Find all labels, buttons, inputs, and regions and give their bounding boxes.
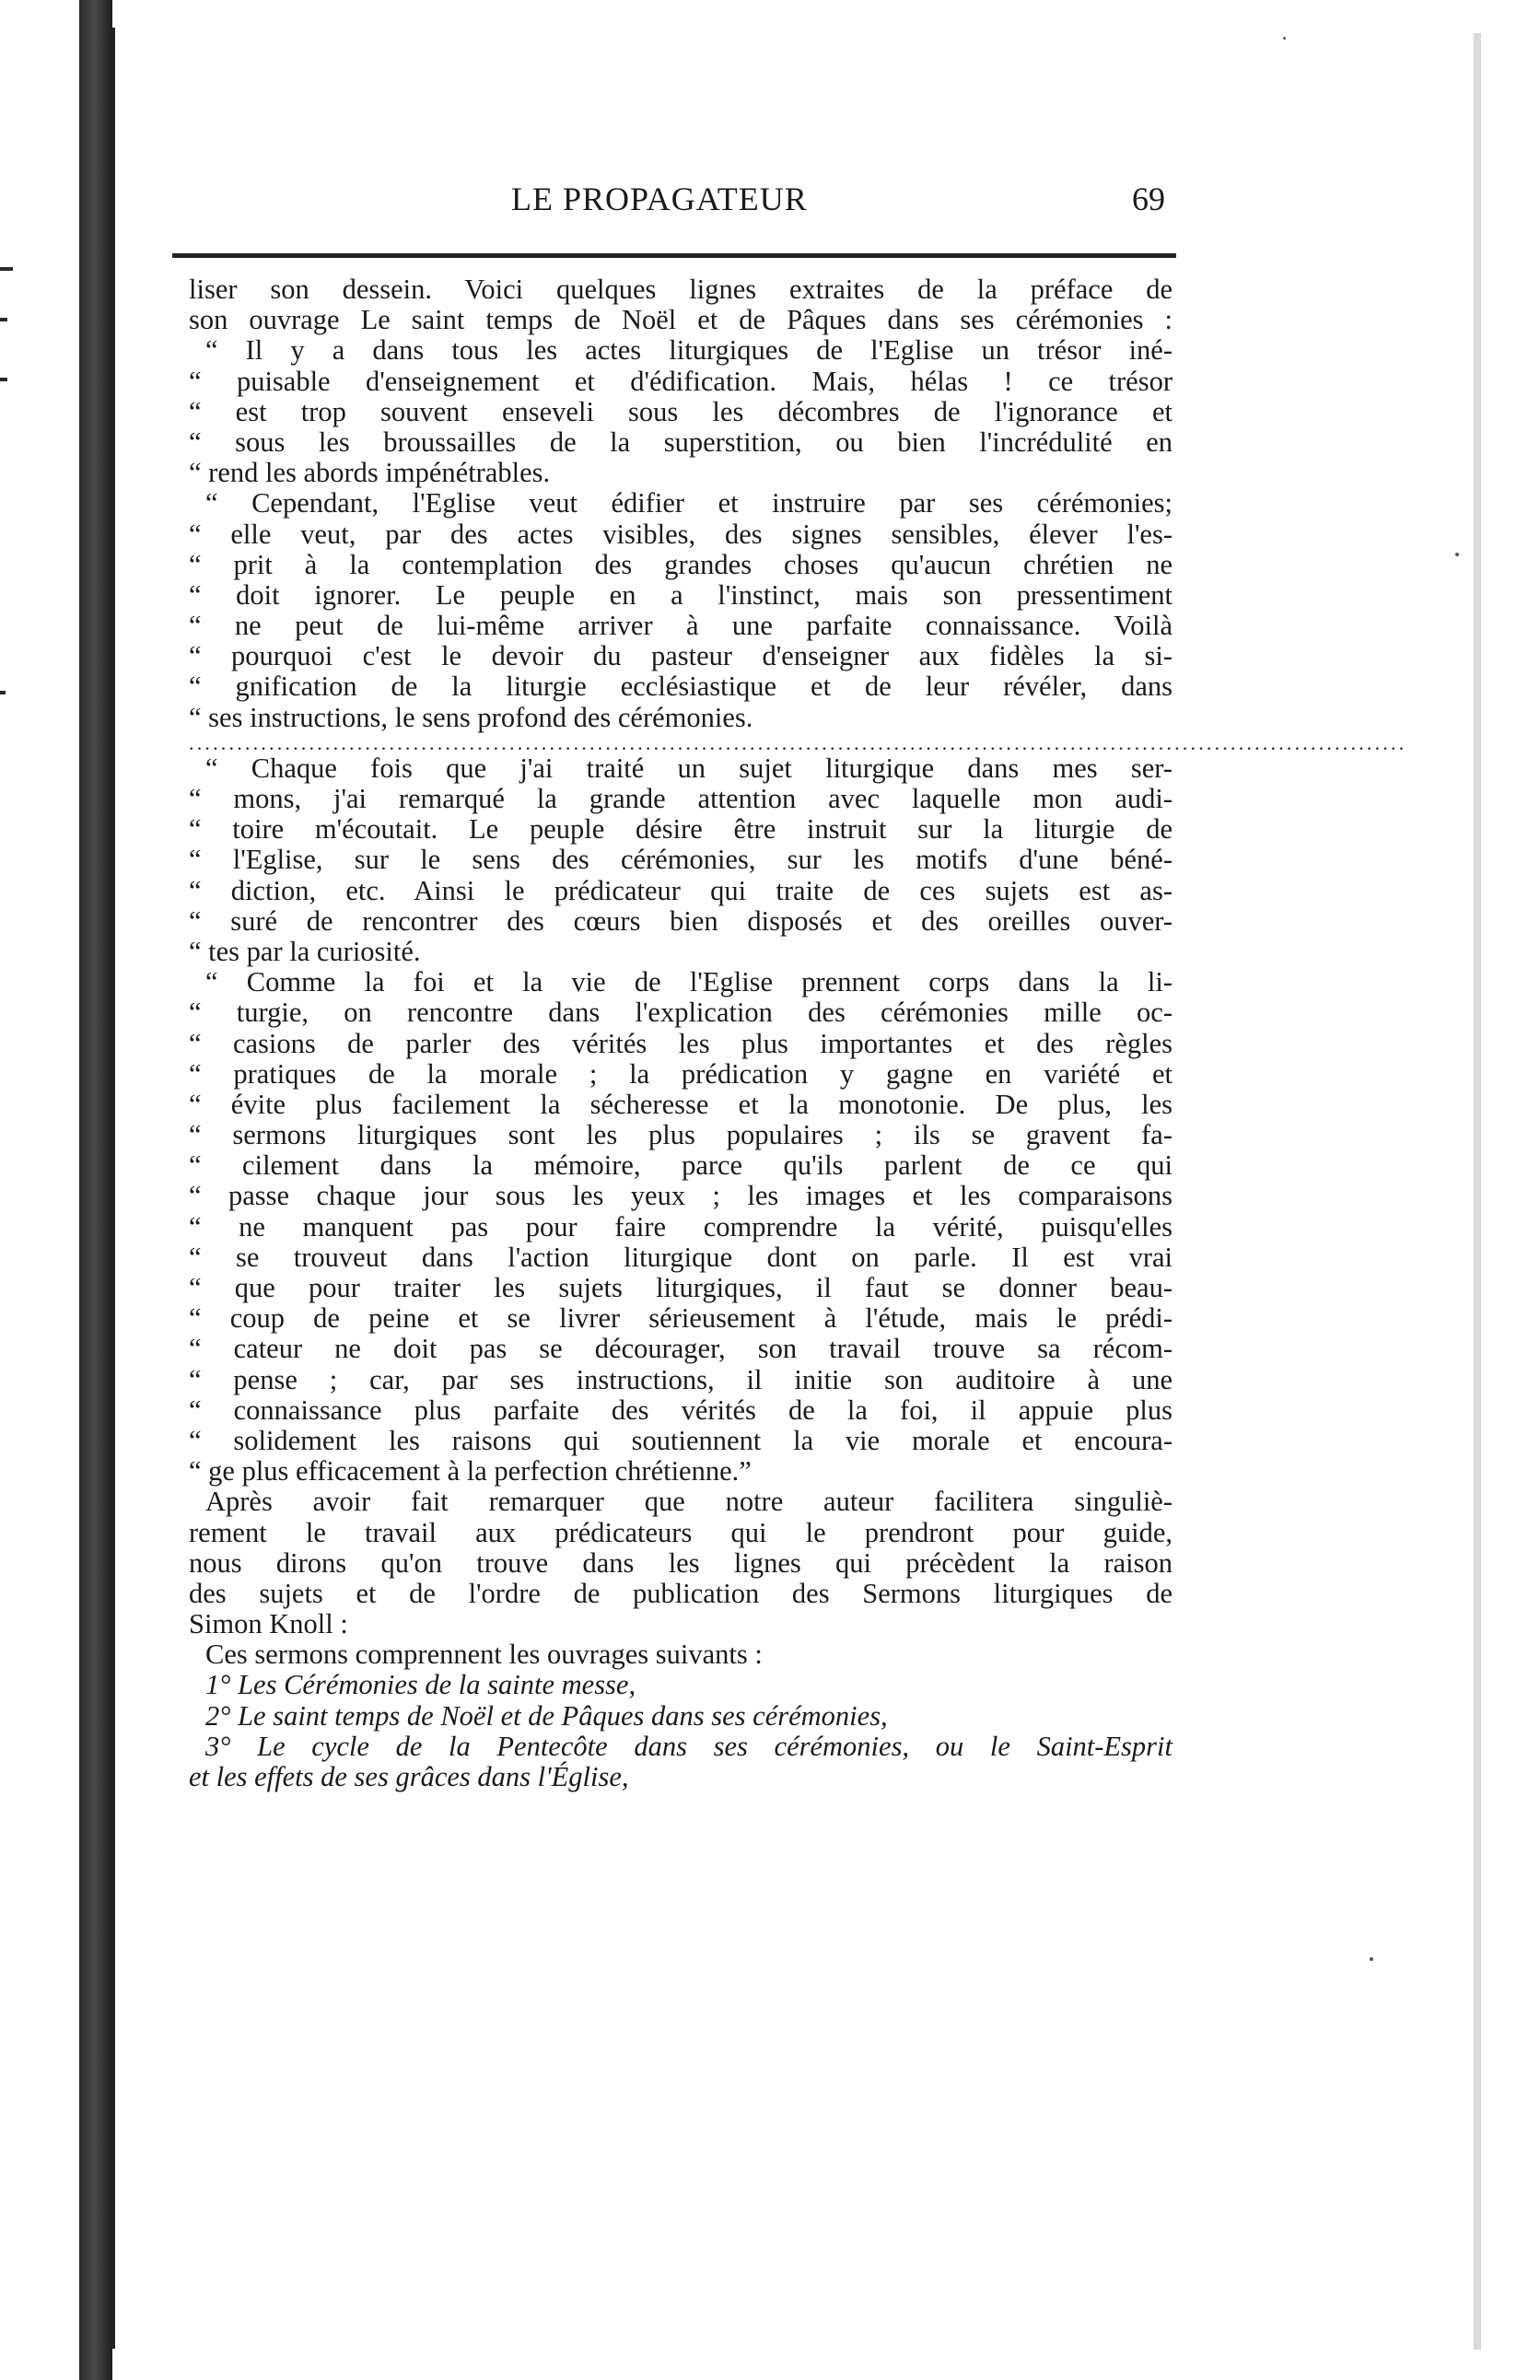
text-line: “ casions de parler des vérités les plus importantes et des règles xyxy=(189,1027,1172,1059)
paper-speck xyxy=(1283,37,1286,40)
list-item: 1° Les Cérémonies de la sainte messe, xyxy=(205,1669,636,1701)
text-line: “ prit à la contemplation des grandes choses qu'aucun chrétien ne xyxy=(189,548,1172,580)
text-line: “ passe chaque jour sous les yeux ; les images et les comparaisons xyxy=(189,1180,1172,1212)
text-line: “ cilement dans la mémoire, parce qu'ils parlent de ce qui xyxy=(189,1149,1172,1182)
list-item: et les effets de ses grâces dans l'Église, xyxy=(189,1761,629,1792)
text-line: “ rend les abords impénétrables. xyxy=(189,457,551,489)
text-line: des sujets et de l'ordre de publication des Sermons liturgiques de xyxy=(189,1577,1172,1609)
text-line: “ pratiques de la morale ; la prédication y gagne en variété et xyxy=(189,1057,1172,1090)
text-line: rement le travail aux prédicateurs qui le prendront pour guide, xyxy=(189,1516,1172,1548)
body-text xyxy=(189,274,1407,1792)
text-line: “ suré de rencontrer des cœurs bien disposés et des oreilles ouver- xyxy=(189,904,1172,937)
text-line: “ sous les broussailles de la superstition, ou bien l'incrédulité en xyxy=(189,426,1172,458)
page-number: 69 xyxy=(1132,181,1165,217)
text-line: Simon Knoll : xyxy=(189,1608,348,1640)
text-line: “ doit ignorer. Le peuple en a l'instinct, mais son pressentiment xyxy=(189,578,1172,611)
text-line: “ évite plus facilement la sécheresse et la monotonie. De plus, les xyxy=(189,1088,1172,1120)
text-line: nous dirons qu'on trouve dans les lignes qui précèdent la raison xyxy=(189,1546,1172,1579)
text-line: Après avoir fait remarquer que notre auteur facilitera singuliè- xyxy=(205,1486,1172,1518)
text-line: “ Comme la foi et la vie de l'Eglise prennent corps dans la li- xyxy=(205,966,1172,998)
text-line: Ces sermons comprennent les ouvrages suivants : xyxy=(205,1639,763,1671)
list-item: 3° Le cycle de la Pentecôte dans ses cérémonies, ou le Saint-Esprit xyxy=(205,1730,1172,1762)
text-line: “ puisable d'enseignement et d'édification. Mais, hélas ! ce trésor xyxy=(189,365,1172,397)
text-line: “ est trop souvent enseveli sous les décombres de l'ignorance et xyxy=(189,395,1172,427)
page-header xyxy=(382,180,1165,226)
text-line: “ tes par la curiosité. xyxy=(189,935,421,967)
text-line: “ Cependant, l'Eglise veut édifier et instruire par ses cérémonies; xyxy=(205,487,1172,519)
text-line: “ Il y a dans tous les actes liturgiques de l'Eglise un trésor iné- xyxy=(205,334,1172,367)
ellipsis-separator: ........................................................................................................................................................ xyxy=(189,730,1407,754)
text-line: “ ses instructions, le sens profond des cérémonies. xyxy=(189,701,753,733)
text-line: “ turgie, on rencontre dans l'explication des cérémonies mille oc- xyxy=(189,997,1172,1029)
text-line: “ sermons liturgiques sont les plus populaires ; ils se gravent fa- xyxy=(189,1119,1172,1151)
text-line: “ que pour traiter les sujets liturgiques, il faut se donner beau- xyxy=(189,1272,1172,1303)
list-item: 2° Le saint temps de Noël et de Pâques dans ses cérémonies, xyxy=(205,1699,888,1732)
text-line: “ gnification de la liturgie ecclésiastique et de leur révéler, dans xyxy=(189,671,1172,703)
previous-page-edge xyxy=(79,0,112,2380)
text-line: “ pense ; car, par ses instructions, il initie son auditoire à une xyxy=(189,1363,1172,1395)
text-line: “ l'Eglise, sur le sens des cérémonies, sur les motifs d'une béné- xyxy=(189,844,1172,876)
text-line: “ pourquoi c'est le devoir du pasteur d'enseigner aux fidèles la si- xyxy=(189,640,1172,672)
text-line: “ se trouveut dans l'action liturgique dont on parle. Il est vrai xyxy=(189,1241,1172,1273)
text-line: “ ge plus efficacement à la perfection chrétienne.” xyxy=(189,1455,752,1488)
header-rule xyxy=(172,253,1176,258)
running-title: LE PROPAGATEUR xyxy=(511,181,808,217)
scan-margin xyxy=(0,0,81,2380)
text-line: “ Chaque fois que j'ai traité un sujet liturgique dans mes ser- xyxy=(205,752,1172,784)
text-line: “ mons, j'ai remarqué la grande attention avec laquelle mon audi- xyxy=(189,783,1172,814)
text-line: “ connaissance plus parfaite des vérités de la foi, il appuie plus xyxy=(189,1394,1172,1426)
text-line: son ouvrage Le saint temps de Noël et de Pâques dans ses cérémonies : xyxy=(189,304,1172,336)
text-line: “ ne peut de lui-même arriver à une parfaite connaissance. Voilà xyxy=(189,610,1172,642)
text-line: “ cateur ne doit pas se décourager, son travail trouve sa récom- xyxy=(189,1333,1172,1365)
text-line: “ toire m'écoutait. Le peuple désire être instruit sur la liturgie de xyxy=(189,813,1172,846)
text-line: liser son dessein. Voici quelques lignes extraites de la préface de xyxy=(189,274,1172,305)
page-edge-shadow xyxy=(1474,33,1481,2350)
text-line: “ diction, etc. Ainsi le prédicateur qui traite de ces sujets est as- xyxy=(189,874,1172,906)
text-line: “ solidement les raisons qui soutiennent la vie morale et encoura- xyxy=(189,1424,1172,1456)
paper-speck xyxy=(1455,553,1459,556)
paper-speck xyxy=(1370,1957,1373,1961)
text-line: “ coup de peine et se livrer sérieusement à l'étude, mais le prédi- xyxy=(189,1302,1172,1335)
text-line: “ ne manquent pas pour faire comprendre la vérité, puisqu'elles xyxy=(189,1210,1172,1242)
text-line: “ elle veut, par des actes visibles, des signes sensibles, élever l'es- xyxy=(189,518,1172,550)
